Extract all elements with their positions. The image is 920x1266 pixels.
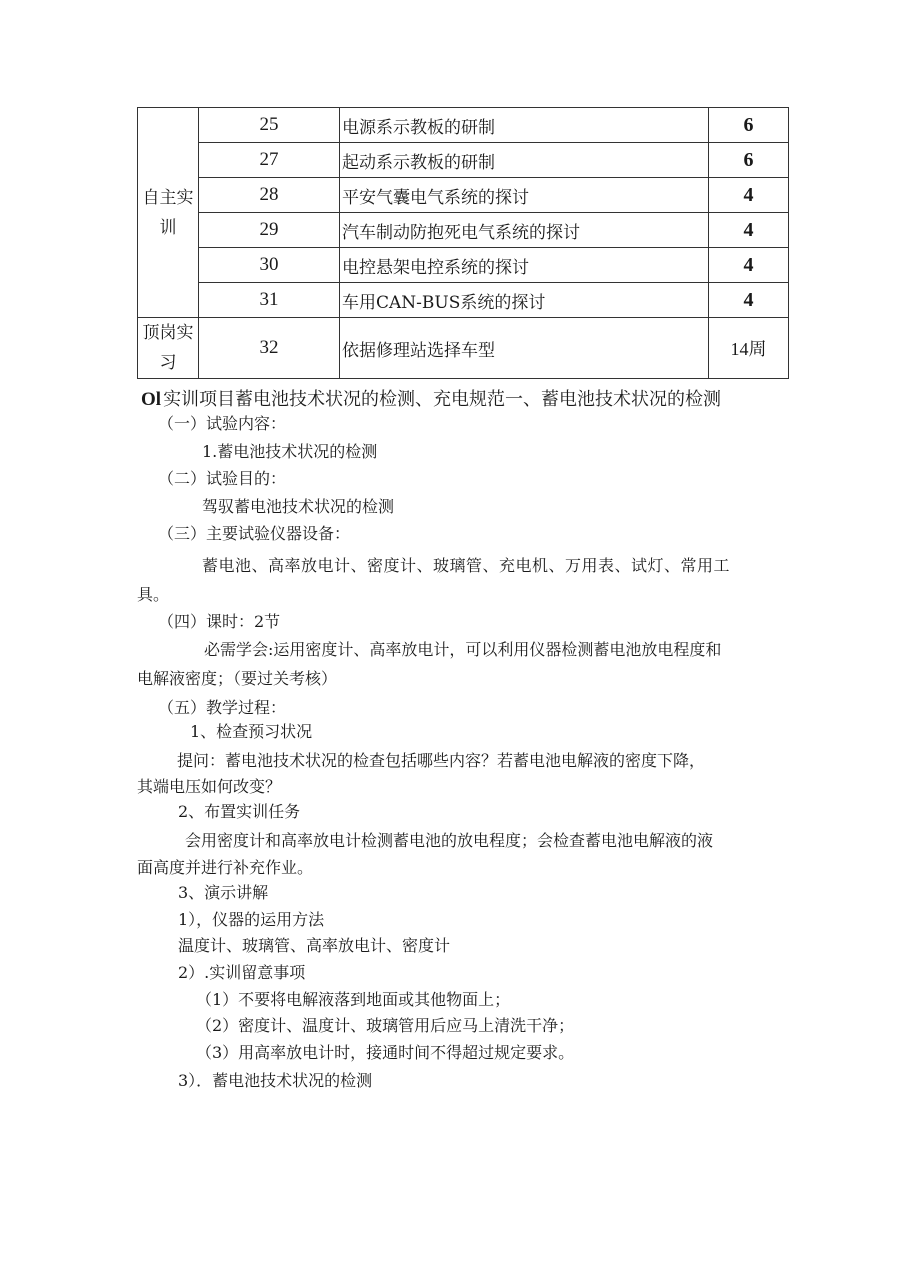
step-1-question-line-1: 提问：蓄电池技术状况的检查包括哪些内容？若蓄电池电解液的密度下降， xyxy=(177,751,706,770)
item-hours: 6 xyxy=(709,143,789,178)
item-number: 31 xyxy=(199,283,340,318)
section-2-title: （二）试验目的： xyxy=(158,469,287,488)
step-3-title: 3、演示讲解 xyxy=(178,883,269,902)
heading-text: 实训项目蓄电池技术状况的检测、充电规范一、蓄电池技术状况的检测 xyxy=(163,389,722,410)
section-2-item: 驾驭蓄电池技术状况的检测 xyxy=(202,497,395,516)
note-2: （2）密度计、温度计、玻璃管用后应马上清洗干净； xyxy=(196,1016,575,1035)
item-name: 依据修理站选择车型 xyxy=(340,318,709,379)
item-name: 平安气囊电气系统的探讨 xyxy=(340,178,709,213)
item-number: 32 xyxy=(199,318,340,379)
section-3-line-2: 具。 xyxy=(137,585,170,604)
item-name: 汽车制动防抱死电气系统的探讨 xyxy=(340,213,709,248)
item-hours: 6 xyxy=(709,108,789,143)
substep-1-item: 温度计、玻璃管、高率放电计、密度计 xyxy=(178,936,451,955)
substep-3-title: 3）．蓄电池技术状况的检测 xyxy=(178,1071,373,1090)
table-row xyxy=(138,318,789,379)
item-number: 29 xyxy=(199,213,340,248)
item-name: 车用CAN-BUS系统的探讨 xyxy=(340,283,709,318)
section-3-line-1: 蓄电池、高率放电计、密度计、玻璃管、充电机、万用表、试灯、常用工 xyxy=(202,556,731,575)
item-name: 起动系示教板的研制 xyxy=(340,143,709,178)
note-3: （3）用高率放电计时，接通时间不得超过规定要求。 xyxy=(196,1043,575,1062)
table-row xyxy=(138,213,789,248)
item-name: 电控悬架电控系统的探讨 xyxy=(340,248,709,283)
item-hours: 4 xyxy=(709,178,789,213)
section-1-title: （一）试验内容： xyxy=(158,414,287,433)
item-number: 27 xyxy=(199,143,340,178)
note-1: （1）不要将电解液落到地面或其他物面上； xyxy=(196,990,511,1009)
heading-prefix: Ol xyxy=(141,389,162,410)
section-4-line-2: 电解液密度；（要过关考核） xyxy=(137,669,338,688)
step-2-line-1: 会用密度计和高率放电计检测蓄电池的放电程度；会检查蓄电池电解液的液 xyxy=(185,831,714,850)
section-1-item: 1.蓄电池技术状况的检测 xyxy=(202,442,378,461)
step-2-title: 2、布置实训任务 xyxy=(178,802,301,821)
table-row xyxy=(138,248,789,283)
item-number: 30 xyxy=(199,248,340,283)
step-2-line-2: 面高度并进行补充作业。 xyxy=(137,858,314,877)
table-row xyxy=(138,143,789,178)
substep-1-title: 1），仪器的运用方法 xyxy=(178,910,325,929)
group-cell-internship: 顶岗实习 xyxy=(138,318,199,379)
item-name: 电源系示教板的研制 xyxy=(340,108,709,143)
step-1-question-line-2: 其端电压如何改变？ xyxy=(137,777,282,796)
item-number: 25 xyxy=(199,108,340,143)
table-row xyxy=(138,283,789,318)
substep-2-title: 2）.实训留意事项 xyxy=(178,963,306,982)
step-1-title: 1、检查预习状况 xyxy=(190,722,313,741)
section-5-title: （五）教学过程： xyxy=(158,698,287,717)
item-hours: 4 xyxy=(709,213,789,248)
item-hours: 14周 xyxy=(709,318,789,379)
section-heading xyxy=(141,385,721,411)
group-cell-self-training: 自主实训 xyxy=(138,108,199,318)
training-schedule-table xyxy=(137,107,789,379)
section-3-title: （三）主要试验仪器设备： xyxy=(158,524,351,543)
item-hours: 4 xyxy=(709,283,789,318)
table-row xyxy=(138,178,789,213)
item-hours: 4 xyxy=(709,248,789,283)
section-4-title: （四）课时：2节 xyxy=(158,612,281,631)
table-row xyxy=(138,108,789,143)
item-number: 28 xyxy=(199,178,340,213)
section-4-line-1: 必需学会:运用密度计、高率放电计，可以利用仪器检测蓄电池放电程度和 xyxy=(204,640,722,659)
